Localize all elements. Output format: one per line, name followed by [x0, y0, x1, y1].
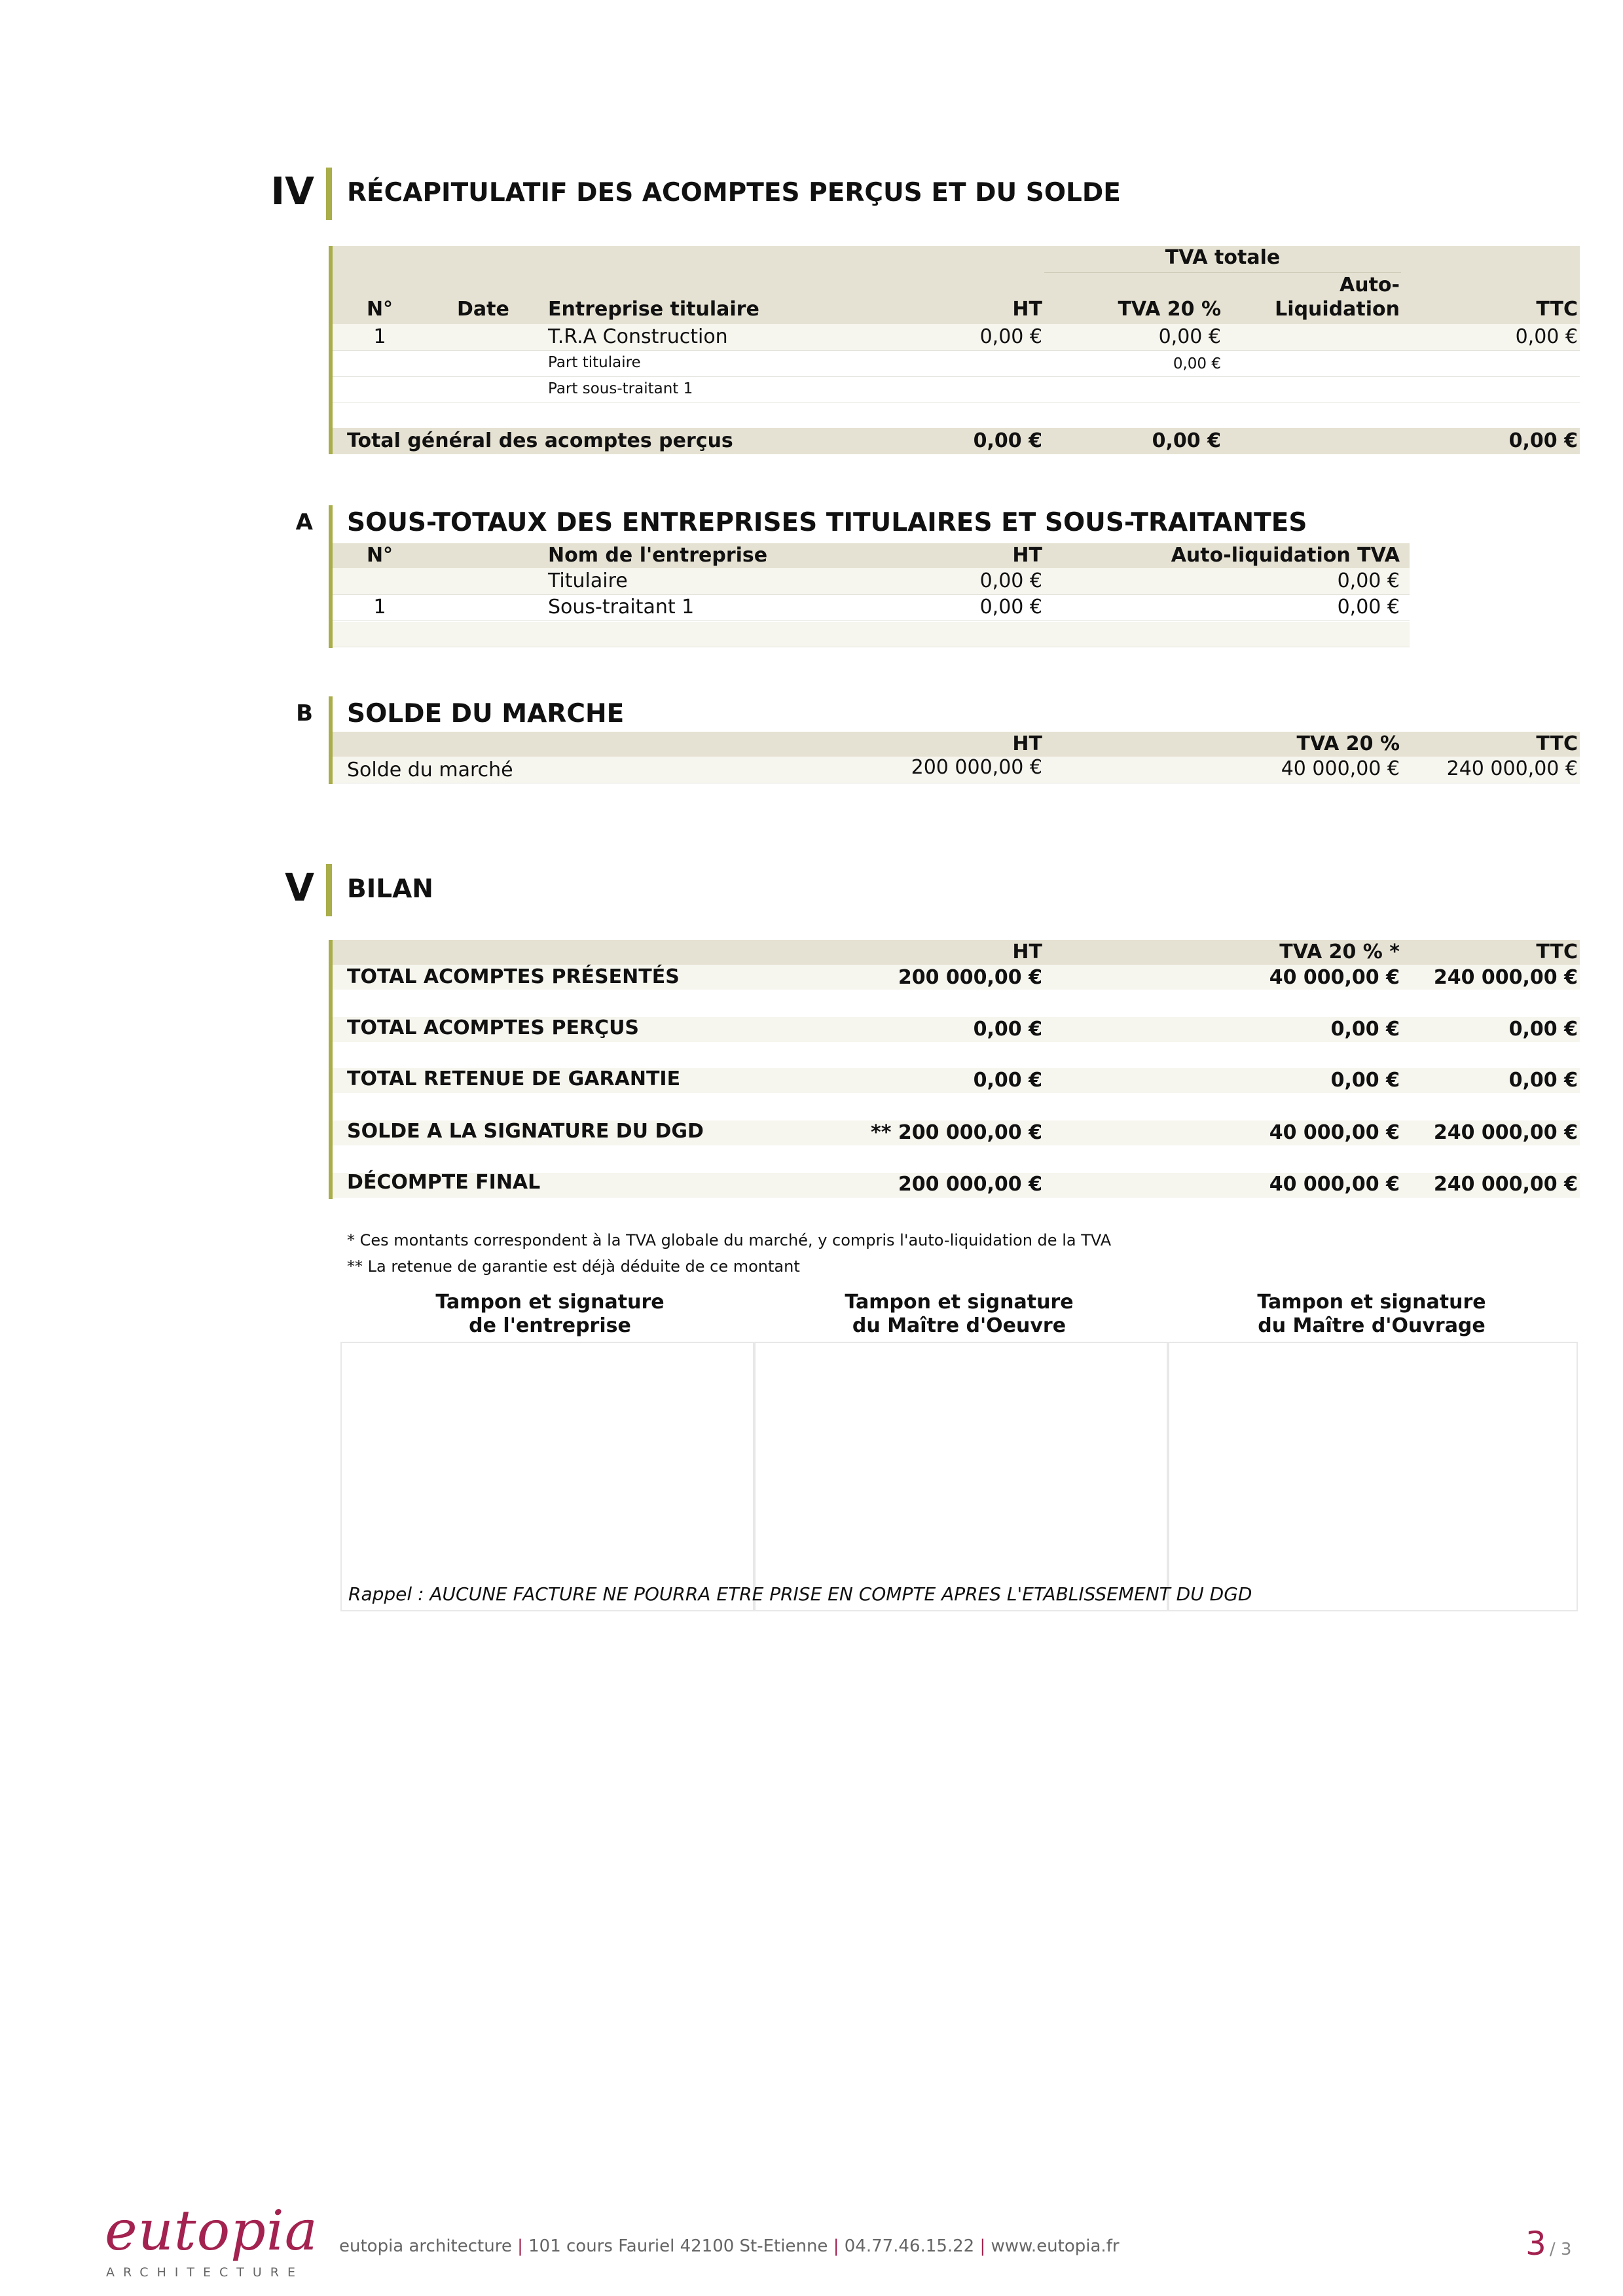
bilan-row3-ttc: 0,00 € [1508, 1069, 1578, 1092]
v-header-tva: TVA 20 % * [1279, 941, 1400, 963]
sig-entreprise-box[interactable] [340, 1342, 754, 1611]
header-tva-totale: TVA totale [1165, 246, 1281, 269]
a-header-auto: Auto-liquidation TVA [1171, 544, 1400, 567]
sig-moe-line2: du Maître d'Oeuvre [852, 1314, 1067, 1337]
header-tva20: TVA 20 % [1118, 298, 1221, 321]
bilan-row1-ht: 200 000,00 € [898, 966, 1042, 989]
page-total: / 3 [1549, 2240, 1572, 2259]
a-header-nom: Nom de l'entreprise [548, 544, 768, 567]
bilan-row5-ttc: 240 000,00 € [1433, 1173, 1578, 1196]
header-ttc: TTC [1536, 298, 1578, 321]
footer-company: eutopia architecture [339, 2236, 512, 2256]
footer-contact [339, 2236, 1120, 2256]
logo-subtitle: ARCHITECTURE [106, 2265, 304, 2280]
header-entreprise: Entreprise titulaire [548, 298, 759, 321]
bilan-row3-label: TOTAL RETENUE DE GARANTIE [347, 1067, 681, 1090]
row1-entreprise: T.R.A Construction [548, 325, 728, 348]
bilan-row2-label: TOTAL ACOMPTES PERÇUS [347, 1016, 640, 1039]
sig-mo-line2: du Maître d'Ouvrage [1258, 1314, 1486, 1337]
b-header-ttc: TTC [1536, 732, 1578, 755]
part-st-label: Part sous-traitant 1 [548, 380, 693, 397]
row1-tva: 0,00 € [1158, 325, 1221, 348]
bilan-row4-label: SOLDE A LA SIGNATURE DU DGD [347, 1120, 704, 1143]
bilan-row5-ht: 200 000,00 € [898, 1173, 1042, 1196]
sig-moe-box[interactable] [754, 1342, 1168, 1611]
total-ttc: 0,00 € [1508, 429, 1578, 452]
sig-mo-line1: Tampon et signature [1257, 1291, 1486, 1314]
tva-totale-rule [1044, 272, 1401, 273]
sig-entreprise-line2: de l'entreprise [469, 1314, 631, 1337]
bilan-row4-ht: ** 200 000,00 € [871, 1121, 1042, 1144]
bilan-row5-tva: 40 000,00 € [1269, 1173, 1400, 1196]
section-b-letter: B [296, 700, 313, 726]
page-number [1525, 2225, 1571, 2263]
footer-address: 101 cours Fauriel 42100 St-Etienne [528, 2236, 828, 2256]
header-auto-line1: Auto- [1340, 274, 1400, 296]
footer-sep: | [517, 2236, 523, 2256]
section-v-accent-bar [326, 864, 332, 916]
page-current: 3 [1525, 2225, 1546, 2263]
a-row1-auto: 0,00 € [1337, 569, 1400, 592]
bilan-row5-label: DÉCOMPTE FINAL [347, 1171, 541, 1194]
bilan-row2-ht: 0,00 € [973, 1018, 1042, 1041]
total-ht: 0,00 € [973, 429, 1042, 452]
a-row2-auto: 0,00 € [1337, 596, 1400, 619]
section-iv-title: RÉCAPITULATIF DES ACOMPTES PERÇUS ET DU SOLDE [347, 178, 1121, 207]
footer-sep: | [979, 2236, 986, 2256]
solde-tva: 40 000,00 € [1281, 757, 1400, 780]
bilan-row1-label: TOTAL ACOMPTES PRÉSENTÉS [347, 965, 680, 988]
a-row1-nom: Titulaire [548, 569, 628, 592]
a-row2-no: 1 [373, 596, 386, 619]
header-auto-line2: Liquidation [1275, 298, 1400, 321]
part-titulaire-tva: 0,00 € [1173, 355, 1221, 372]
sig-entreprise-heading [340, 1291, 759, 1338]
a-header-ht: HT [1012, 544, 1042, 567]
part-titulaire-label: Part titulaire [548, 354, 641, 371]
solde-ttc: 240 000,00 € [1446, 757, 1578, 780]
a-header-no: N° [366, 544, 393, 567]
sig-moe-heading [753, 1291, 1165, 1338]
bilan-row2-tva: 0,00 € [1330, 1018, 1400, 1041]
header-date: Date [457, 298, 509, 321]
bilan-row4-tva: 40 000,00 € [1269, 1121, 1400, 1144]
sig-mo-box[interactable] [1168, 1342, 1578, 1611]
a-row1-ht: 0,00 € [979, 569, 1042, 592]
section-a-letter: A [295, 509, 313, 535]
bilan-row1-tva: 40 000,00 € [1269, 966, 1400, 989]
section-a-title: SOUS-TOTAUX DES ENTREPRISES TITULAIRES ET SOUS-TRAITANTES [347, 508, 1307, 537]
bilan-row3-ht: 0,00 € [973, 1069, 1042, 1092]
header-no: N° [366, 298, 393, 321]
bilan-row4-ttc: 240 000,00 € [1433, 1121, 1578, 1144]
logo-wordmark: eutopia [105, 2198, 318, 2263]
sig-mo-heading [1165, 1291, 1578, 1338]
solde-ht: 200 000,00 € [911, 756, 1042, 779]
solde-label: Solde du marché [347, 759, 513, 781]
bilan-row2-ttc: 0,00 € [1508, 1018, 1578, 1041]
sig-entreprise-line1: Tampon et signature [435, 1291, 665, 1314]
footer-phone: 04.77.46.15.22 [844, 2236, 975, 2256]
v-header-ttc: TTC [1536, 941, 1578, 963]
total-label: Total général des acomptes perçus [347, 429, 733, 452]
section-iv-numeral: IV [270, 169, 314, 213]
footnote-retenue: ** La retenue de garantie est déjà déduite de ce montant [347, 1257, 800, 1276]
section-v-numeral: V [285, 865, 314, 910]
a-row2-ht: 0,00 € [979, 596, 1042, 619]
row1-ttc: 0,00 € [1515, 325, 1578, 348]
row1-no: 1 [373, 325, 386, 348]
bilan-row3-tva: 0,00 € [1330, 1069, 1400, 1092]
a-row2-nom: Sous-traitant 1 [548, 596, 695, 619]
section-iv-accent-bar [326, 168, 332, 220]
b-header-tva: TVA 20 % [1296, 732, 1400, 755]
footer-sep: | [833, 2236, 839, 2256]
footer-website[interactable]: www.eutopia.fr [991, 2236, 1120, 2256]
section-v-title: BILAN [347, 874, 433, 904]
bilan-row1-ttc: 240 000,00 € [1433, 966, 1578, 989]
b-header-ht: HT [1012, 732, 1042, 755]
total-tva: 0,00 € [1152, 429, 1221, 452]
row1-ht: 0,00 € [979, 325, 1042, 348]
sig-moe-line1: Tampon et signature [845, 1291, 1074, 1314]
v-header-ht: HT [1012, 941, 1042, 963]
section-b-title: SOLDE DU MARCHE [347, 699, 625, 728]
rappel-text: Rappel : AUCUNE FACTURE NE POURRA ETRE PRISE EN COMPTE APRES L'ETABLISSEMENT DU DGD [348, 1583, 1252, 1605]
footnote-tva: * Ces montants correspondent à la TVA globale du marché, y compris l'auto-liquidation de la TVA [347, 1231, 1112, 1249]
header-ht: HT [1012, 298, 1042, 321]
